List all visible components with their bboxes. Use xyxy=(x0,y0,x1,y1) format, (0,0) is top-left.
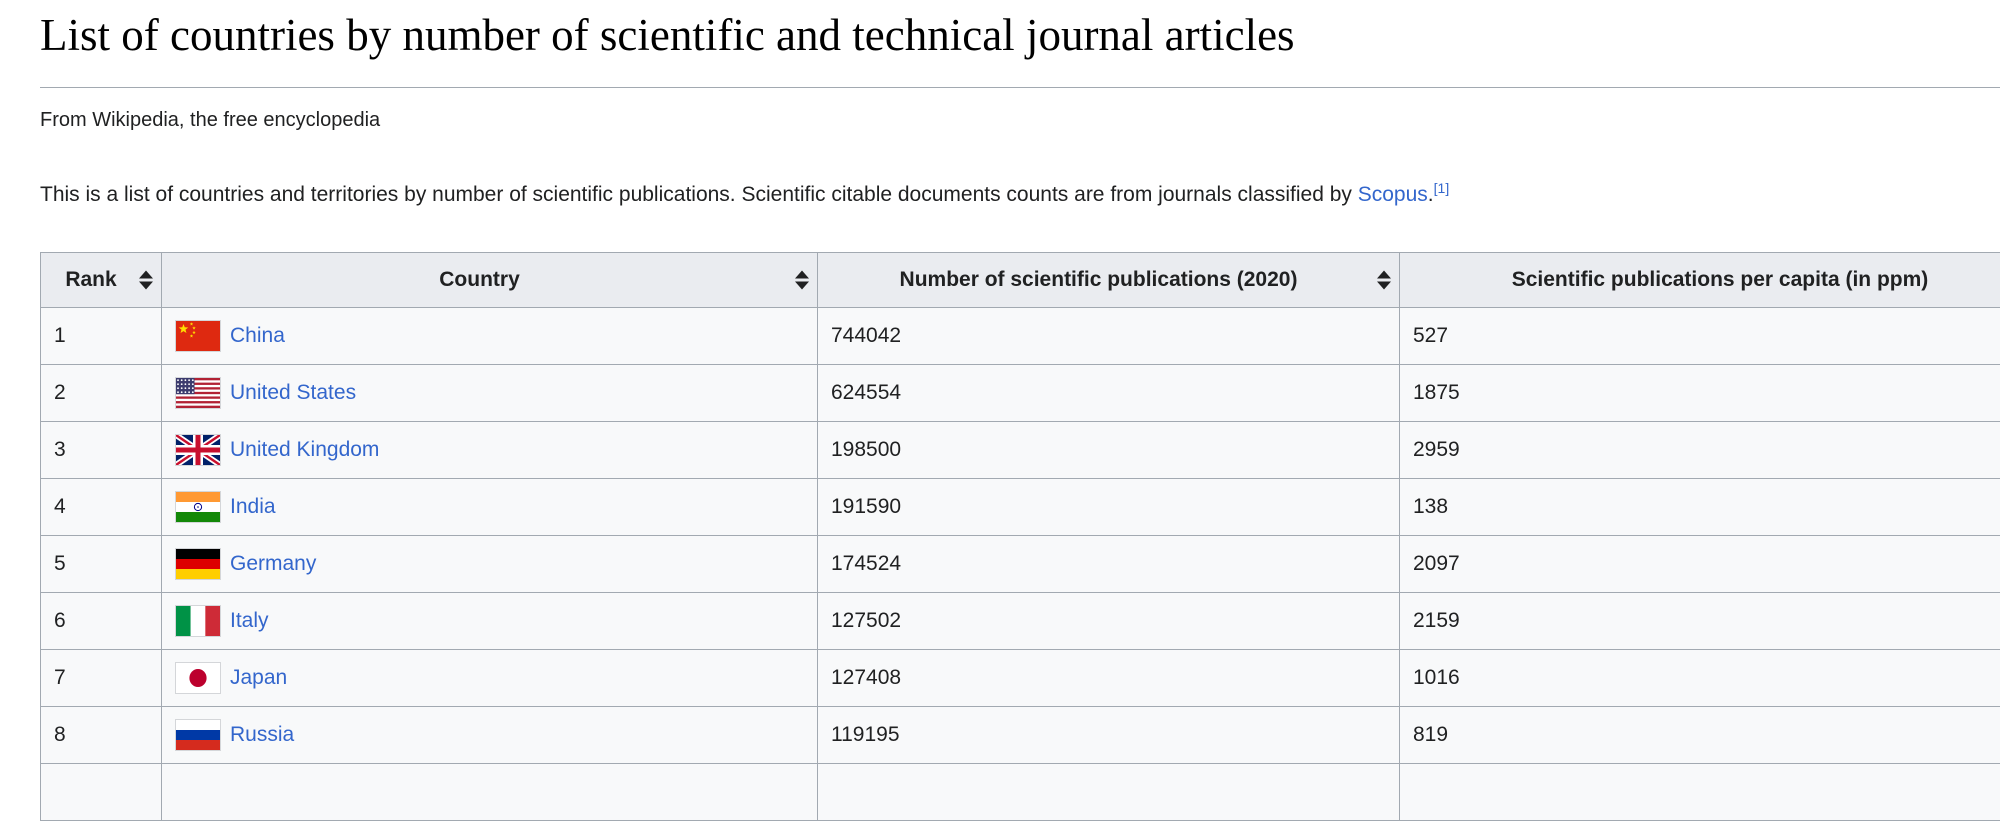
countries-table xyxy=(40,252,2000,821)
empty-cell xyxy=(162,763,818,820)
country-link[interactable]: India xyxy=(230,495,276,519)
column-header-label: Scientific publications per capita (in ppm) xyxy=(1512,268,1929,291)
united-kingdom-flag-icon xyxy=(175,434,221,466)
country-link[interactable]: Russia xyxy=(230,723,294,747)
country-cell xyxy=(162,706,818,763)
sort-icon xyxy=(139,270,153,289)
table-row xyxy=(41,649,2000,706)
publications-cell: 191590 xyxy=(818,478,1400,535)
table-row-partial xyxy=(41,763,2000,820)
per-capita-cell: 2959 xyxy=(1400,421,2000,478)
table-row xyxy=(41,706,2000,763)
column-header-scientific-3[interactable] xyxy=(1400,252,2000,307)
rank-cell: 7 xyxy=(41,649,162,706)
table-row xyxy=(41,364,2000,421)
country-link[interactable]: United States xyxy=(230,381,356,405)
country-cell xyxy=(162,421,818,478)
empty-cell xyxy=(41,763,162,820)
country-cell xyxy=(162,307,818,364)
publications-cell: 744042 xyxy=(818,307,1400,364)
germany-flag-icon xyxy=(175,548,221,580)
country-cell xyxy=(162,364,818,421)
page-title: List of countries by number of scientific and technical journal articles xyxy=(40,8,2000,88)
empty-cell xyxy=(1400,763,2000,820)
empty-cell xyxy=(818,763,1400,820)
country-link[interactable]: United Kingdom xyxy=(230,438,379,462)
intro-text: This is a list of countries and territories by number of scientific publications. Scientific citable documents counts are from journals classified by xyxy=(40,183,1358,206)
table-row xyxy=(41,421,2000,478)
per-capita-cell: 138 xyxy=(1400,478,2000,535)
rank-cell: 2 xyxy=(41,364,162,421)
country-cell xyxy=(162,535,818,592)
column-header-country-1[interactable] xyxy=(162,252,818,307)
publications-cell: 119195 xyxy=(818,706,1400,763)
reference-1-link[interactable]: [1] xyxy=(1434,180,1450,196)
country-link[interactable]: Italy xyxy=(230,609,269,633)
publications-cell: 127408 xyxy=(818,649,1400,706)
intro-paragraph xyxy=(40,182,2000,208)
country-cell xyxy=(162,592,818,649)
intro-text-period: . xyxy=(1428,183,1434,206)
rank-cell: 4 xyxy=(41,478,162,535)
rank-cell: 5 xyxy=(41,535,162,592)
column-header-rank[interactable] xyxy=(41,252,162,307)
per-capita-cell: 527 xyxy=(1400,307,2000,364)
article-content xyxy=(0,8,2000,821)
per-capita-cell: 2159 xyxy=(1400,592,2000,649)
column-header-label: Number of scientific publications (2020) xyxy=(900,268,1298,291)
table-row xyxy=(41,535,2000,592)
per-capita-cell: 1016 xyxy=(1400,649,2000,706)
country-cell xyxy=(162,649,818,706)
table-row xyxy=(41,592,2000,649)
table-header-row xyxy=(41,252,2000,307)
site-subtitle: From Wikipedia, the free encyclopedia xyxy=(40,108,2000,132)
japan-flag-icon xyxy=(175,662,221,694)
per-capita-cell: 1875 xyxy=(1400,364,2000,421)
column-header-label: Country xyxy=(439,268,520,291)
per-capita-cell: 2097 xyxy=(1400,535,2000,592)
column-header-label: Rank xyxy=(65,268,116,291)
publications-cell: 624554 xyxy=(818,364,1400,421)
rank-cell: 1 xyxy=(41,307,162,364)
country-link[interactable]: Germany xyxy=(230,552,316,576)
united-states-flag-icon xyxy=(175,377,221,409)
column-header-number-2[interactable] xyxy=(818,252,1400,307)
rank-cell: 6 xyxy=(41,592,162,649)
table-row xyxy=(41,307,2000,364)
publications-cell: 174524 xyxy=(818,535,1400,592)
publications-cell: 198500 xyxy=(818,421,1400,478)
rank-cell: 3 xyxy=(41,421,162,478)
sort-icon xyxy=(1377,270,1391,289)
rank-cell: 8 xyxy=(41,706,162,763)
per-capita-cell: 819 xyxy=(1400,706,2000,763)
publications-cell: 127502 xyxy=(818,592,1400,649)
italy-flag-icon xyxy=(175,605,221,637)
table-row xyxy=(41,478,2000,535)
country-link[interactable]: China xyxy=(230,324,285,348)
sort-icon xyxy=(795,270,809,289)
country-link[interactable]: Japan xyxy=(230,666,287,690)
india-flag-icon xyxy=(175,491,221,523)
russia-flag-icon xyxy=(175,719,221,751)
scopus-link[interactable]: Scopus xyxy=(1358,183,1428,206)
china-flag-icon xyxy=(175,320,221,352)
country-cell xyxy=(162,478,818,535)
